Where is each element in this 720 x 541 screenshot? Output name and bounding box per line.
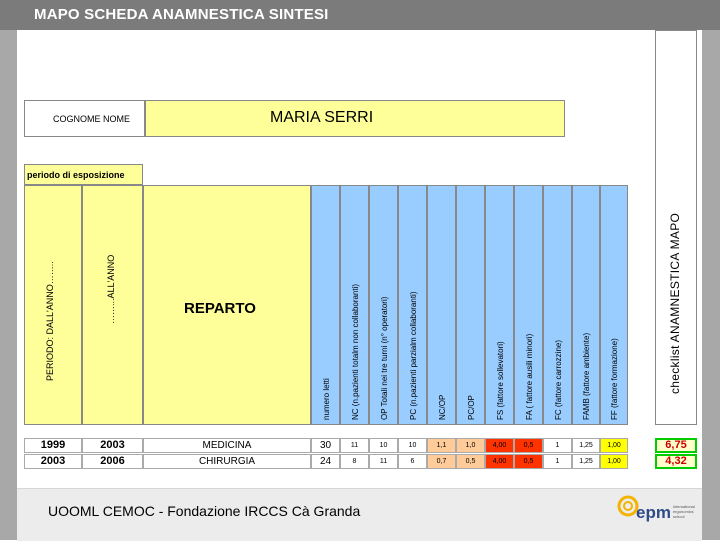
period-header-cell	[24, 164, 143, 185]
logo-text: epm	[636, 503, 671, 522]
row-from-year: 2003	[24, 454, 82, 469]
period-from-column	[24, 185, 82, 425]
period-from-label: PERIODO: DALL'ANNO……..	[45, 261, 55, 381]
row-value: 1,25	[572, 438, 600, 453]
factor-header-3	[369, 185, 398, 425]
department-label: REPARTO	[184, 300, 256, 317]
factor-header-10	[572, 185, 600, 425]
name-label-cell	[24, 100, 145, 137]
department-header-cell	[143, 185, 311, 425]
row-value: 1,0	[456, 438, 485, 453]
name-value-cell	[145, 100, 565, 137]
row-value: 10	[369, 438, 398, 453]
row-from-year: 1999	[24, 438, 82, 453]
row-to-year: 2006	[82, 454, 143, 469]
factor-header-1	[311, 185, 340, 425]
factor-header-label: OP Totali nei tre turni (n° operatori)	[379, 296, 389, 420]
factor-header-5	[427, 185, 456, 425]
row-score: 4,32	[655, 454, 697, 469]
row-value: 8	[340, 454, 369, 469]
factor-header-7	[485, 185, 514, 425]
period-to-label: ……...ALL'ANNO	[106, 254, 116, 324]
row-value: 1,00	[600, 438, 628, 453]
row-value: 0,7	[427, 454, 456, 469]
right-frame	[702, 30, 720, 540]
row-to-year: 2003	[82, 438, 143, 453]
row-value: 4,00	[485, 438, 514, 453]
name-label: COGNOME NOME	[53, 114, 131, 124]
factor-header-label: FAMB (fattore ambiente)	[582, 332, 591, 420]
left-frame	[0, 30, 17, 540]
factor-header-label: NC/OP	[437, 394, 447, 420]
row-value: 0,5	[514, 438, 543, 453]
factor-header-6	[456, 185, 485, 425]
row-value: 1	[543, 438, 572, 453]
factor-header-label: FF (fattore formazione)	[610, 338, 619, 420]
factor-header-label: NC (n.pazienti totalm non collaboranti)	[350, 283, 360, 420]
period-label: periodo di esposizione	[27, 170, 125, 180]
row-value: 10	[398, 438, 427, 453]
factor-header-label: PC (n.pazienti parzialm collaboranti)	[408, 291, 418, 420]
row-value: 1,1	[427, 438, 456, 453]
row-value: 1,00	[600, 454, 628, 469]
logo-subtext: international ergonomics school	[673, 504, 695, 519]
period-to-column	[82, 185, 143, 425]
row-value: 0,5	[456, 454, 485, 469]
row-department: MEDICINA	[143, 438, 311, 453]
factor-header-label: PC/OP	[466, 395, 476, 420]
row-value: 1	[543, 454, 572, 469]
row-department: CHIRURGIA	[143, 454, 311, 469]
footer-text: UOOML CEMOC - Fondazione IRCCS Cà Granda	[48, 503, 361, 519]
row-value: 1,25	[572, 454, 600, 469]
factor-header-8	[514, 185, 543, 425]
factor-header-4	[398, 185, 427, 425]
factor-header-label: numero letti	[321, 378, 331, 420]
name-value: MARIA SERRI	[270, 109, 374, 126]
row-value: 11	[369, 454, 398, 469]
factor-header-11	[600, 185, 628, 425]
row-value: 4,00	[485, 454, 514, 469]
row-value: 30	[311, 438, 340, 453]
factor-header-label: FA ( fattore ausili minori)	[524, 333, 534, 420]
checklist-header-cell	[655, 30, 697, 425]
checklist-label: checklist ANAMNESTICA MAPO	[668, 212, 682, 394]
row-value: 0,5	[514, 454, 543, 469]
row-value: 11	[340, 438, 369, 453]
factor-header-2	[340, 185, 369, 425]
row-value: 6	[398, 454, 427, 469]
factor-header-9	[543, 185, 572, 425]
factor-header-label: FC (fattore carrozzine)	[553, 339, 563, 420]
row-value: 24	[311, 454, 340, 469]
factor-header-label: FS (fattore sollevatori)	[495, 341, 505, 420]
row-score: 6,75	[655, 438, 697, 453]
slide-title: MAPO SCHEDA ANAMNESTICA SINTESI	[34, 6, 329, 23]
